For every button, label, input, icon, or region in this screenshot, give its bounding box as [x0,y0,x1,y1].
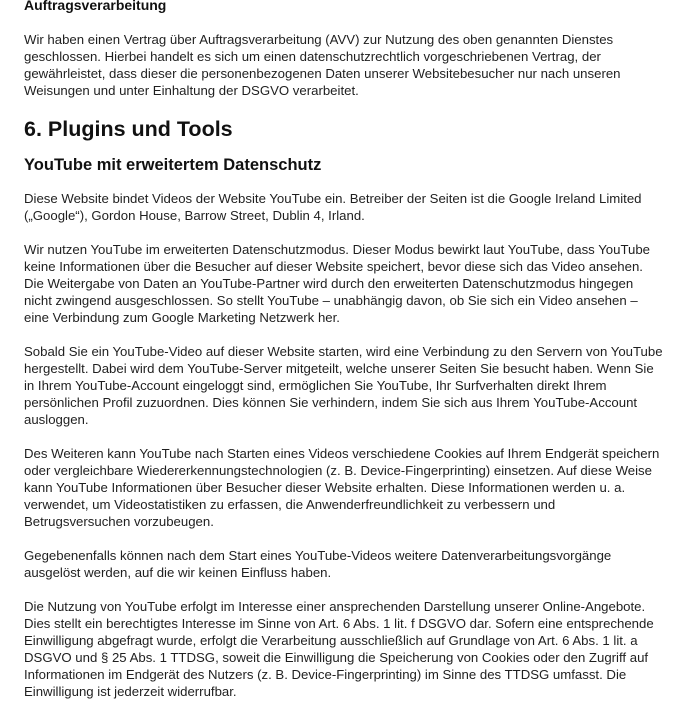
youtube-heading: YouTube mit erweitertem Datenschutz [24,156,322,174]
youtube-paragraph-4: Des Weiteren kann YouTube nach Starten eines Videos verschiedene Cookies auf Ihrem Endgerät speichern oder vergleichbare Wiedererkennungstechnologien (z. B. Device-Fingerprinting) einsetzen. Auf diese Weise kann YouTube Informationen über Besucher dieser Website erhalten. Diese Informationen werden u. a. verwendet, um Videostatistiken zu erfassen, die Anwenderfreundlichkeit zu verbessern und Betrugsversuchen vorzubeugen. [24,446,660,529]
youtube-paragraph-1: Diese Website bindet Videos der Website YouTube ein. Betreiber der Seiten ist die Google Ireland Limited („Google“), Gordon House, Barrow Street, Dublin 4, Irland. [24,191,642,223]
youtube-paragraph-2: Wir nutzen YouTube im erweiterten Datenschutzmodus. Dieser Modus bewirkt laut YouTube, dass YouTube keine Informationen über die Besucher auf dieser Website speichert, bevor diese sich das Video ansehen. Die Weitergabe von Daten an YouTube-Partner wird durch den erweiterten Datenschutzmodus hingegen nicht zwingend ausgeschlossen. So stellt YouTube – unabhängig davon, ob Sie sich ein Video ansehen – eine Verbindung zum Google Marketing Netzwerk her. [24,242,651,325]
youtube-paragraph-6: Die Nutzung von YouTube erfolgt im Interesse einer ansprechenden Darstellung unserer Online-Angebote. Dies stellt ein berechtigtes Interesse im Sinne von Art. 6 Abs. 1 lit. f DSGVO dar. Sofern eine entsprechende Einwilligung abgefragt wurde, erfolgt die Verarbeitung ausschließlich auf Grundlage von Art. 6 Abs. 1 lit. a DSGVO und § 25 Abs. 1 TTDSG, soweit die Einwilligung die Speicherung von Cookies oder den Zugriff auf Informationen im Endgerät des Nutzers (z. B. Device-Fingerprinting) im Sinne des TTDSG umfasst. Die Einwilligung ist jederzeit widerrufbar. [24,599,654,699]
youtube-paragraph-3: Sobald Sie ein YouTube-Video auf dieser Website starten, wird eine Verbindung zu den Servern von YouTube hergestellt. Dabei wird dem YouTube-Server mitgeteilt, welche unserer Seiten Sie besucht haben. Wenn Sie in Ihrem YouTube-Account eingeloggt sind, ermöglichen Sie YouTube, Ihr Surfverhalten direkt Ihrem persönlichen Profil zuzuordnen. Dies können Sie verhindern, indem Sie sich aus Ihrem YouTube-Account ausloggen. [24,344,663,427]
avv-heading: Auftragsverarbeitung [24,0,167,13]
privacy-policy-content [24,0,664,717]
avv-paragraph: Wir haben einen Vertrag über Auftragsverarbeitung (AVV) zur Nutzung des oben genannten Dienstes geschlossen. Hierbei handelt es sich um einen datenschutzrechtlich vorgeschriebenen Vertrag, der gewährleistet, dass dieser die personenbezogenen Daten unserer Websitebesucher nur nach unseren Weisungen und unter Einhaltung der DSGVO verarbeitet. [24,32,621,98]
youtube-paragraph-5: Gegebenenfalls können nach dem Start eines YouTube-Videos weitere Datenverarbeitungsvorgänge ausgelöst werden, auf die wir keinen Einfluss haben. [24,548,612,580]
plugins-tools-heading: 6. Plugins und Tools [24,117,233,141]
